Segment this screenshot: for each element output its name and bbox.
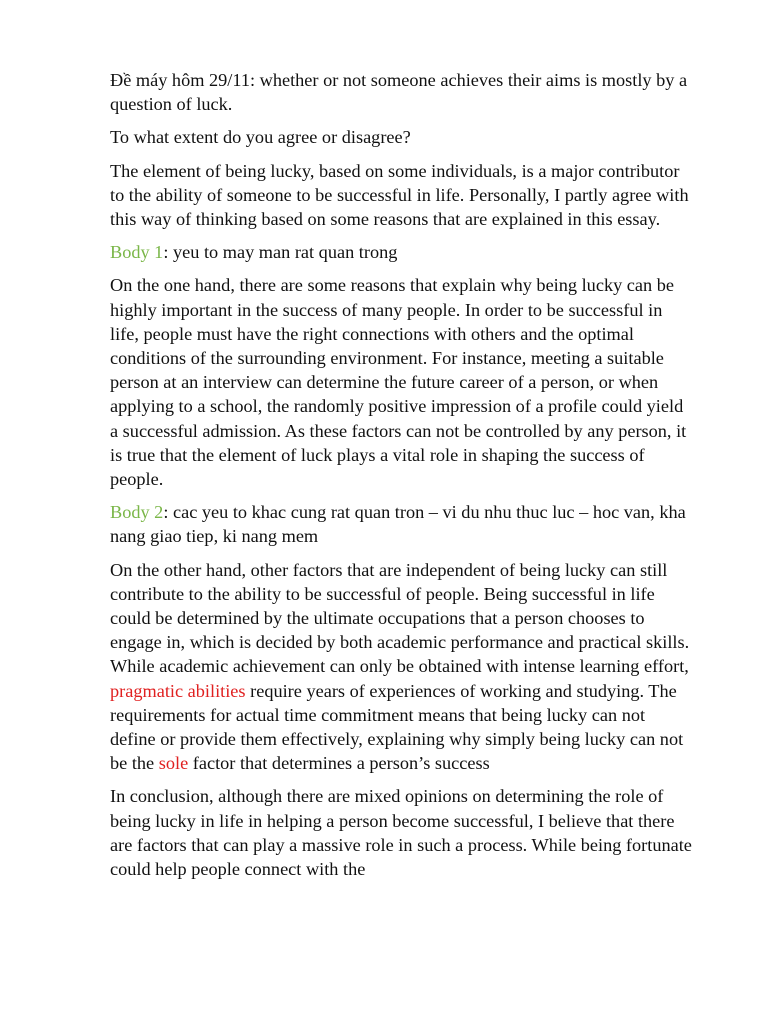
body2-text-part1: On the other hand, other factors that are independent of being lucky can still contribute to the ability to be successful of people. Being successful in life could be determined by the ultimate occupations that a person chooses to engage in, which is decided by both academic performance and practical skills. While academic achievement can only be obtained with intense learning effort, xyxy=(110,559,690,677)
body1-heading xyxy=(110,240,695,264)
body2-text-part2: require years of experiences of working and studying. The requirements for actual time commitment means that being lucky can not define or provide them effectively, explaining why simply being lucky can not be the xyxy=(110,680,684,774)
highlight-pragmatic-abilities: pragmatic abilities xyxy=(110,680,246,701)
body2-text-part3: factor that determines a person’s success xyxy=(188,753,490,774)
body2-heading xyxy=(110,500,695,548)
body1-label: Body 1 xyxy=(110,242,164,263)
prompt-question: To what extent do you agree or disagree? xyxy=(110,127,411,148)
introduction-paragraph: The element of being lucky, based on some individuals, is a major contributor to the ability of someone to be successful in life. Personally, I partly agree with this way of thinking based on some reasons that are explained in this essay. xyxy=(110,160,689,230)
essay-document xyxy=(110,68,695,890)
body2-paragraph xyxy=(110,558,695,776)
body1-paragraph: On the one hand, there are some reasons that explain why being lucky can be highly important in the success of many people. In order to be successful in life, people must have the right connections with others and the optimal conditions of the surrounding environment. For instance, meeting a suitable person at an interview can determine the future career of a person, or when applying to a school, the randomly positive impression of a profile could yield a successful admission. As these factors can not be controlled by any person, it is true that the element of luck plays a vital role in shaping the success of people. xyxy=(110,275,687,490)
body2-label: Body 2 xyxy=(110,502,164,523)
prompt-line: Đề máy hôm 29/11: whether or not someone achieves their aims is mostly by a question of luck. xyxy=(110,70,688,115)
conclusion-paragraph: In conclusion, although there are mixed opinions on determining the role of being lucky in life in helping a person become successful, I believe that there are factors that can play a massive role in such a process. While being fortunate could help people connect with the xyxy=(110,786,692,880)
body2-note: : cac yeu to khac cung rat quan tron – vi du nhu thuc luc – hoc van, kha nang giao tiep, ki nang mem xyxy=(110,502,686,547)
body1-note: : yeu to may man rat quan trong xyxy=(163,242,398,263)
highlight-sole: sole xyxy=(158,753,189,774)
